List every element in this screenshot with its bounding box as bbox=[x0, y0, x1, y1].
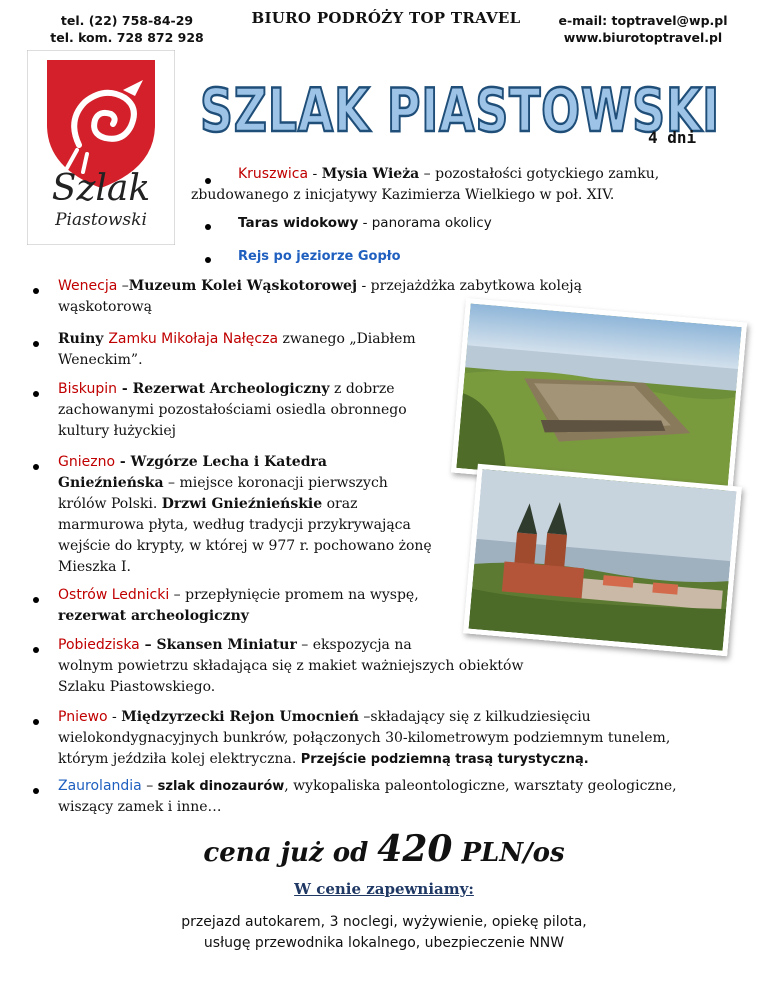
header-website[interactable]: www.biurotoptravel.pl bbox=[563, 30, 723, 45]
header-mobile: tel. kom. 728 872 928 bbox=[50, 30, 204, 45]
included-list bbox=[0, 912, 768, 954]
bullet bbox=[33, 288, 39, 294]
item-pniewo-line3: którym jeździła kolej elektryczna. Przejście podziemną trasą turystyczną. bbox=[58, 751, 589, 767]
item-kruszwica-line1: Kruszwica - Mysia Wieża – pozostałości gotyckiego zamku, bbox=[238, 166, 660, 182]
item-pniewo-line1: Pniewo - Międzyrzecki Rejon Umocnień –składający się z kilkudziesięciu bbox=[58, 709, 591, 725]
item-gniezno-line4: marmurowa płyta, według tradycji przykrywająca bbox=[58, 517, 411, 533]
item-zaurolandia-line2: wiszący zamek i inne… bbox=[58, 799, 222, 815]
bullet bbox=[33, 464, 39, 470]
item-taras: Taras widokowy - panorama okolicy bbox=[238, 215, 492, 231]
item-gniezno-line2: Gnieźnieńska – miejsce koronacji pierwszych bbox=[58, 475, 388, 491]
svg-text:SZLAK PIASTOWSKI: SZLAK PIASTOWSKI bbox=[200, 76, 720, 146]
item-wenecja-line1: Wenecja –Muzeum Kolei Wąskotorowej - przejażdżka zabytkowa koleją bbox=[58, 278, 582, 294]
header-contact-phones bbox=[32, 12, 222, 46]
place-kruszwica: Kruszwica bbox=[238, 166, 309, 182]
item-biskupin-line3: kultury łużyckiej bbox=[58, 423, 176, 439]
bullet bbox=[33, 719, 39, 725]
place-wenecja: Wenecja bbox=[58, 278, 118, 294]
place-zamek: Zamku Mikołaja Nałęcza bbox=[108, 331, 279, 347]
item-pobiedziska-line3: Szlaku Piastowskiego. bbox=[58, 679, 216, 695]
place-zaurolandia: Zaurolandia bbox=[58, 778, 142, 794]
logo-text-szlak: Szlak bbox=[51, 168, 151, 209]
place-pniewo: Pniewo bbox=[58, 709, 108, 725]
item-rejs: Rejs po jeziorze Gopło bbox=[238, 249, 401, 264]
item-pniewo-line2: wielokondygnacyjnych bunkrów, połączonych 30-kilometrowym podziemnym tunelem, bbox=[58, 730, 671, 746]
item-biskupin-line1: Biskupin - Rezerwat Archeologiczny z dobrze bbox=[58, 381, 395, 397]
bullet bbox=[33, 597, 39, 603]
logo-text-piastowski: Piastowski bbox=[55, 210, 147, 230]
item-ostrow-line2: rezerwat archeologiczny bbox=[58, 608, 249, 624]
item-ruiny-line2: Weneckim”. bbox=[58, 352, 143, 368]
photo-gniezno-cathedral bbox=[463, 464, 742, 656]
header-phone: tel. (22) 758-84-29 bbox=[60, 13, 194, 28]
item-gniezno-line1: Gniezno - Wzgórze Lecha i Katedra bbox=[58, 454, 327, 470]
place-biskupin: Biskupin bbox=[58, 381, 117, 397]
trip-duration: 4 dni bbox=[648, 128, 697, 147]
included-line2: usługę przewodnika lokalnego, ubezpieczenie NNW bbox=[203, 935, 565, 951]
item-ostrow-line1: Ostrów Lednicki – przepłynięcie promem na wyspę, bbox=[58, 587, 419, 603]
place-pobiedziska: Pobiedziska bbox=[58, 637, 140, 653]
bullet bbox=[33, 391, 39, 397]
price: cena już od 420 PLN/os bbox=[203, 828, 565, 870]
bullet bbox=[33, 788, 39, 794]
bullet bbox=[33, 341, 39, 347]
bullet bbox=[205, 178, 211, 184]
header-contact-web bbox=[548, 12, 738, 46]
item-wenecja-line2: wąskotorową bbox=[58, 299, 152, 315]
header-agency-name: BIURO PODRÓŻY TOP TRAVEL bbox=[251, 9, 521, 27]
included-line1: przejazd autokarem, 3 noclegi, wyżywienie, opiekę pilota, bbox=[181, 914, 587, 930]
szlak-piastowski-logo bbox=[27, 50, 175, 245]
item-gniezno-line3: królów Polski. Drzwi Gnieźnieńskie oraz bbox=[58, 496, 358, 512]
place-gniezno: Gniezno bbox=[58, 454, 116, 470]
item-gniezno-line5: wejście do krypty, w której w 977 r. pochowano żonę bbox=[58, 538, 432, 554]
header-email[interactable]: e-mail: toptravel@wp.pl bbox=[558, 13, 728, 28]
item-biskupin-line2: zachowanymi pozostałościami osiedla obronnego bbox=[58, 402, 407, 418]
included-heading: W cenie zapewniamy: bbox=[294, 880, 474, 898]
place-ostrow: Ostrów Lednicki bbox=[58, 587, 170, 603]
item-gniezno-line6: Mieszka I. bbox=[58, 559, 131, 575]
bullet bbox=[33, 647, 39, 653]
item-kruszwica-line2: zbudowanego z inicjatywy Kazimierza Wielkiego w poł. XIV. bbox=[191, 187, 615, 203]
item-pobiedziska-line1: Pobiedziska – Skansen Miniatur – ekspozycja na bbox=[58, 637, 412, 653]
price-amount: 420 bbox=[377, 828, 453, 870]
bullet bbox=[205, 224, 211, 230]
item-pobiedziska-line2: wolnym powietrzu składająca się z makiet ważniejszych obiektów bbox=[58, 658, 524, 674]
item-ruiny-line1: Ruiny Zamku Mikołaja Nałęcza zwanego „Diabłem bbox=[58, 331, 416, 347]
item-zaurolandia-line1: Zaurolandia – szlak dinozaurów, wykopaliska paleontologiczne, warsztaty geologiczne, bbox=[58, 778, 677, 794]
bullet bbox=[205, 257, 211, 263]
